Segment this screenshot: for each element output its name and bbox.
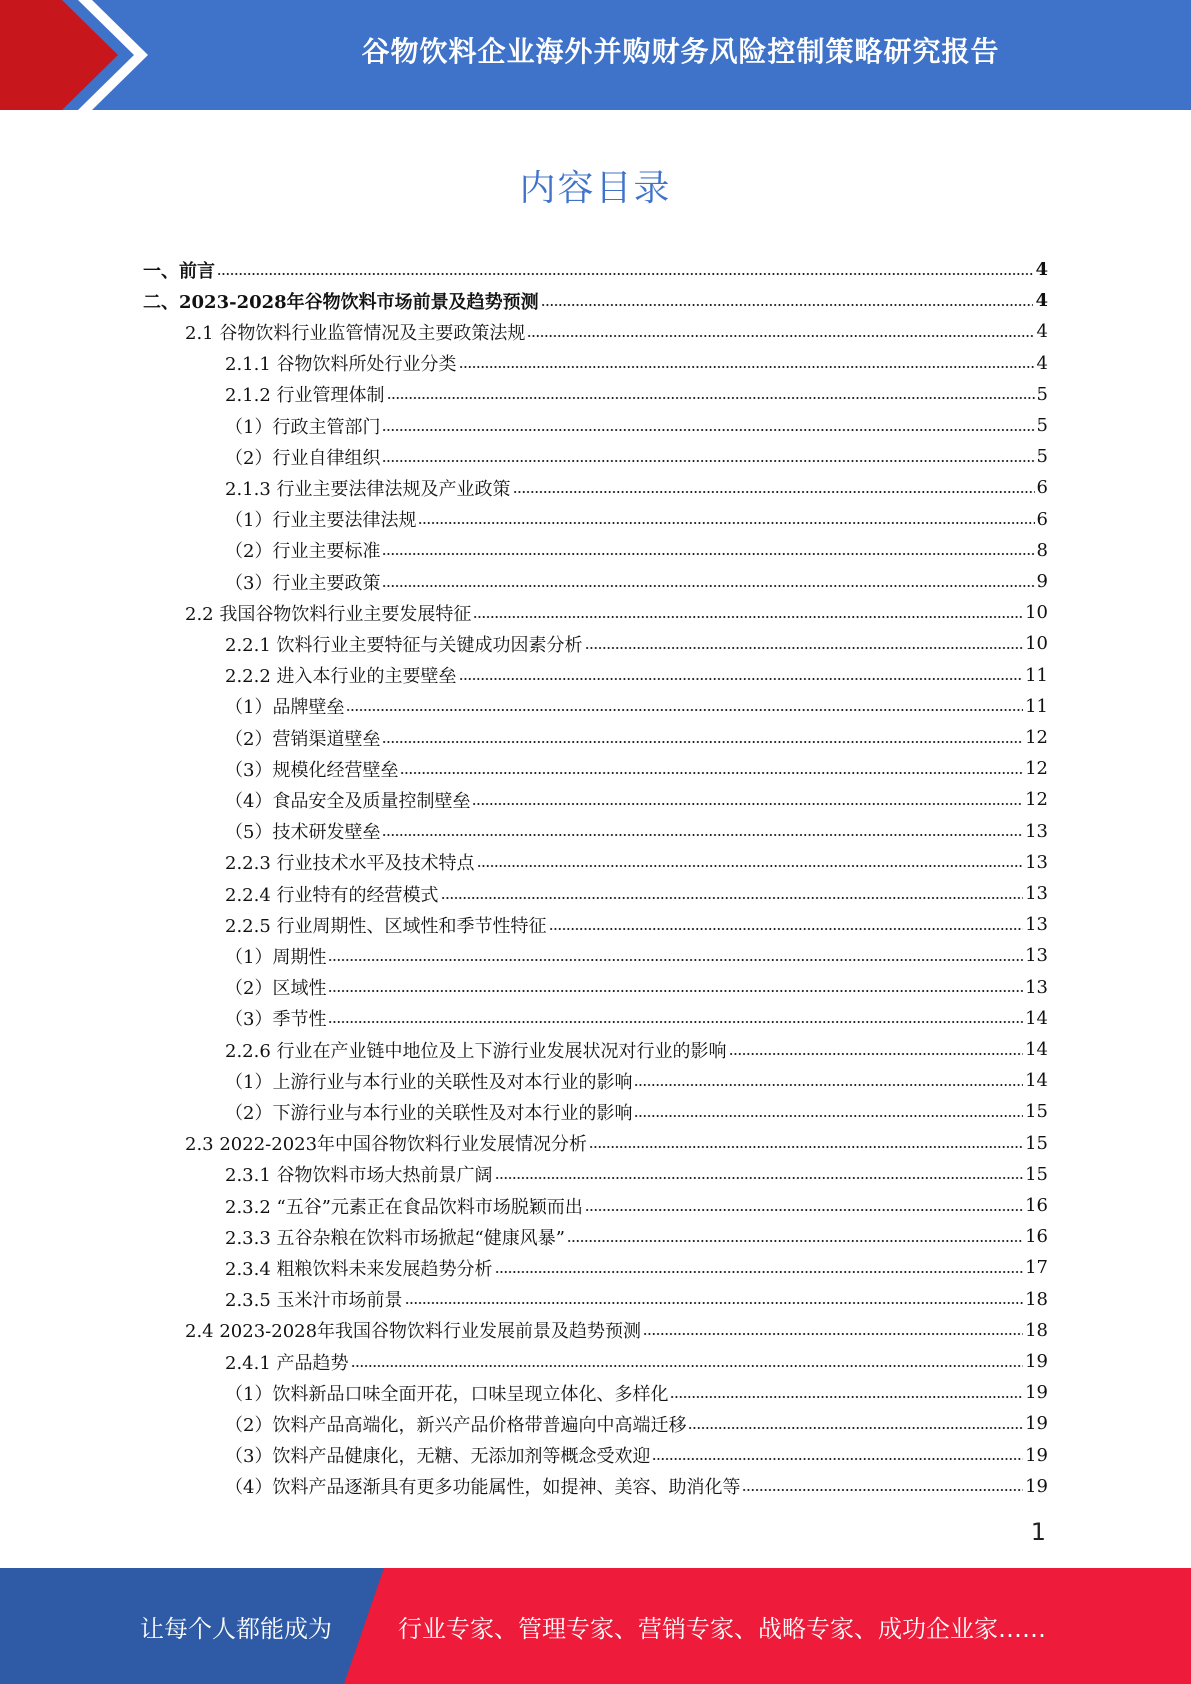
toc-entry-label: 2.1.1 谷物饮料所处行业分类 <box>225 354 457 376</box>
toc-dot-leader <box>643 1324 1023 1336</box>
toc-dot-leader <box>328 1012 1023 1024</box>
toc-entry[interactable] <box>225 1096 1048 1127</box>
toc-entry[interactable] <box>225 566 1048 597</box>
toc-dot-leader <box>351 1356 1024 1368</box>
toc-dot-leader <box>382 576 1034 588</box>
toc-entry[interactable] <box>225 940 1048 971</box>
toc-entry-page: 14 <box>1025 1070 1048 1092</box>
toc-entry-label: （1）周期性 <box>225 946 327 968</box>
toc-entry-page: 15 <box>1025 1163 1048 1185</box>
toc-entry-page: 11 <box>1025 664 1048 686</box>
footer-slogan-left: 让每个人都能成为 <box>140 1614 332 1643</box>
toc-entry-page: 12 <box>1025 789 1048 811</box>
toc-entry-page: 17 <box>1025 1257 1048 1279</box>
toc-entry-page: 18 <box>1025 1319 1048 1341</box>
toc-dot-leader <box>382 825 1023 837</box>
toc-dot-leader <box>652 1449 1023 1461</box>
toc-entry-page: 8 <box>1036 539 1048 561</box>
toc-entry-page: 14 <box>1025 1007 1048 1029</box>
toc-dot-leader <box>729 1044 1024 1056</box>
toc-entry[interactable] <box>225 1440 1048 1471</box>
toc-entry[interactable] <box>225 909 1048 940</box>
toc-entry-page: 13 <box>1025 976 1048 998</box>
toc-entry[interactable] <box>225 472 1048 503</box>
toc-entry-label: 2.1 谷物饮料行业监管情况及主要政策法规 <box>185 322 526 344</box>
toc-entry-page: 16 <box>1025 1195 1048 1216</box>
toc-entry-label: （2）营销渠道壁垒 <box>225 728 381 750</box>
toc-dot-leader <box>328 950 1023 962</box>
toc-entry[interactable] <box>225 1471 1048 1502</box>
toc-entry-label: 一、前言 <box>143 260 215 282</box>
toc-entry-label: （1）行政主管部门 <box>225 416 381 438</box>
toc-entry[interactable] <box>225 1159 1048 1190</box>
toc-entry-page: 14 <box>1025 1039 1048 1060</box>
toc-entry[interactable] <box>225 816 1048 847</box>
toc-entry[interactable] <box>225 691 1048 722</box>
toc-entry-page: 13 <box>1025 851 1048 873</box>
toc-entry-page: 5 <box>1036 383 1048 405</box>
toc-entry-label: （1）饮料新品口味全面开花，口味呈现立体化、多样化 <box>225 1383 669 1405</box>
toc-entry[interactable] <box>225 753 1048 784</box>
toc-dot-leader <box>634 1106 1023 1118</box>
toc-dot-leader <box>495 1262 1024 1274</box>
toc-entry-page: 19 <box>1025 1475 1048 1497</box>
toc-dot-leader <box>513 482 1035 494</box>
toc-entry-page: 4 <box>1036 352 1048 374</box>
toc-entry-page: 6 <box>1036 508 1048 530</box>
toc-entry[interactable] <box>225 1034 1048 1065</box>
toc-dot-leader <box>328 981 1023 993</box>
toc-entry-label: 2.2.3 行业技术水平及技术特点 <box>225 853 475 875</box>
toc-entry-label: 2.2.5 行业周期性、区域性和季节性特征 <box>225 915 547 937</box>
page-title: 内容目录 <box>519 168 672 209</box>
toc-dot-leader <box>382 420 1034 432</box>
toc-entry[interactable] <box>225 1221 1048 1252</box>
toc-dot-leader <box>527 326 1034 338</box>
toc-entry-page: 19 <box>1025 1413 1048 1435</box>
toc-dot-leader <box>382 732 1023 744</box>
toc-entry[interactable] <box>225 1377 1048 1408</box>
toc-entry-page: 19 <box>1025 1351 1048 1372</box>
toc-entry-label: 2.2.2 进入本行业的主要壁垒 <box>225 666 457 688</box>
toc-entry-label: 2.3.5 玉米汁市场前景 <box>225 1290 403 1312</box>
toc-entry[interactable] <box>225 1346 1048 1377</box>
toc-entry-label: （2）行业自律组织 <box>225 447 381 469</box>
toc-dot-leader <box>585 1200 1023 1212</box>
toc-entry-label: 2.4.1 产品趋势 <box>225 1352 349 1374</box>
toc-dot-leader <box>459 357 1035 369</box>
toc-entry[interactable] <box>225 1284 1048 1315</box>
toc-entry-label: （3）饮料产品健康化，无糖、无添加剂等概念受欢迎 <box>225 1446 651 1468</box>
footer-bar <box>0 1568 1191 1684</box>
header-bar <box>0 0 1191 110</box>
toc-entry[interactable] <box>225 660 1048 691</box>
toc-dot-leader <box>688 1418 1023 1430</box>
toc-entry[interactable] <box>225 1252 1048 1283</box>
toc-dot-leader <box>477 856 1024 868</box>
toc-entry[interactable] <box>185 1128 1048 1159</box>
toc-dot-leader <box>382 451 1034 463</box>
toc-dot-leader <box>418 513 1034 525</box>
toc-entry-label: （1）行业主要法律法规 <box>225 510 417 532</box>
toc-entry[interactable] <box>185 597 1048 628</box>
toc-entry[interactable] <box>225 1408 1048 1439</box>
toc-entry-page: 15 <box>1025 1101 1048 1123</box>
report-title: 谷物饮料企业海外并购财务风险控制策略研究报告 <box>361 35 1000 68</box>
toc-entry-page: 11 <box>1025 695 1048 717</box>
toc-entry[interactable] <box>185 316 1048 347</box>
toc-entry[interactable] <box>225 410 1048 441</box>
toc-dot-leader <box>400 763 1023 775</box>
toc-entry-label: （1）上游行业与本行业的关联性及对本行业的影响 <box>225 1071 633 1093</box>
toc-entry[interactable] <box>225 972 1048 1003</box>
toc-entry-page: 10 <box>1025 633 1048 655</box>
toc-entry-label: 2.3 2022-2023年中国谷物饮料行业发展情况分析 <box>185 1134 588 1156</box>
toc-entry-label: （1）品牌壁垒 <box>225 697 345 719</box>
footer-slogan-right: 行业专家、管理专家、营销专家、战略专家、成功企业家…… <box>398 1614 1046 1643</box>
toc-entry-page: 19 <box>1025 1444 1048 1466</box>
toc-dot-leader <box>346 700 1023 712</box>
toc-entry-label: 2.4 2023-2028年我国谷物饮料行业发展前景及趋势预测 <box>185 1321 642 1343</box>
toc-entry-page: 19 <box>1025 1382 1048 1404</box>
toc-entry-label: 2.3.4 粗粮饮料未来发展趋势分析 <box>225 1258 493 1280</box>
toc-entry-page: 6 <box>1036 477 1048 499</box>
toc-entry-page: 4 <box>1035 290 1048 312</box>
toc-entry[interactable] <box>225 1065 1048 1096</box>
toc-entry-label: 2.3.3 五谷杂粮在饮料市场掀起“健康风暴” <box>225 1227 565 1249</box>
toc-entry-label: 2.1.3 行业主要法律法规及产业政策 <box>225 478 511 500</box>
page-number: 1 <box>1030 1518 1046 1546</box>
toc-entry-label: 2.2.6 行业在产业链中地位及上下游行业发展状况对行业的影响 <box>225 1040 727 1062</box>
toc-entry[interactable] <box>225 628 1048 659</box>
toc-entry-page: 9 <box>1036 571 1048 592</box>
toc-entry-label: 2.3.2 “五谷”元素正在食品饮料市场脱颖而出 <box>225 1196 583 1218</box>
toc-entry-label: （4）饮料产品逐渐具有更多功能属性，如提神、美容、助消化等 <box>225 1477 741 1499</box>
toc-entry-page: 13 <box>1025 945 1048 967</box>
toc-entry-label: （2）下游行业与本行业的关联性及对本行业的影响 <box>225 1102 633 1124</box>
toc-dot-leader <box>441 888 1024 900</box>
toc-entry[interactable] <box>225 504 1048 535</box>
toc-entry-page: 4 <box>1036 321 1048 343</box>
toc-entry-label: 二、2023-2028年谷物饮料市场前景及趋势预测 <box>143 291 539 313</box>
toc-dot-leader <box>472 794 1023 806</box>
toc-dot-leader <box>589 1137 1023 1149</box>
toc-entry[interactable] <box>225 1190 1048 1221</box>
toc-entry[interactable] <box>225 348 1048 379</box>
toc-entry[interactable] <box>225 535 1048 566</box>
toc-entry-label: （4）食品安全及质量控制壁垒 <box>225 790 471 812</box>
toc-entry-label: 2.1.2 行业管理体制 <box>225 385 385 407</box>
toc-entry-label: （2）饮料产品高端化，新兴产品价格带普遍向中高端迁移 <box>225 1414 687 1436</box>
toc-entry[interactable] <box>225 722 1048 753</box>
toc-entry-page: 4 <box>1035 259 1048 280</box>
toc-dot-leader <box>217 264 1033 276</box>
toc-entry-page: 12 <box>1025 727 1048 748</box>
toc-dot-leader <box>670 1387 1023 1399</box>
toc-dot-leader <box>387 388 1035 400</box>
toc-entry[interactable] <box>143 254 1048 285</box>
toc-entry-label: （2）行业主要标准 <box>225 541 381 563</box>
toc-entry[interactable] <box>225 441 1048 472</box>
toc-entry-page: 5 <box>1036 415 1048 436</box>
toc-entry-label: （5）技术研发壁垒 <box>225 822 381 844</box>
toc-entry-page: 16 <box>1025 1226 1048 1248</box>
toc-entry-label: 2.2.1 饮料行业主要特征与关键成功因素分析 <box>225 634 583 656</box>
toc-dot-leader <box>405 1293 1024 1305</box>
toc-entry-page: 13 <box>1025 883 1048 904</box>
toc-dot-leader <box>473 607 1023 619</box>
toc-entry-label: （2）区域性 <box>225 978 327 1000</box>
toc-entry[interactable] <box>185 1315 1048 1346</box>
toc-dot-leader <box>495 1168 1024 1180</box>
toc-entry[interactable] <box>225 847 1048 878</box>
toc-entry-label: 2.2 我国谷物饮料行业主要发展特征 <box>185 603 472 625</box>
toc-dot-leader <box>585 638 1024 650</box>
toc-entry-page: 18 <box>1025 1288 1048 1310</box>
toc-entry-page: 5 <box>1036 446 1048 468</box>
toc-entry-page: 12 <box>1025 758 1048 780</box>
toc-dot-leader <box>634 1075 1023 1087</box>
toc-dot-leader <box>382 544 1034 556</box>
toc-entry[interactable] <box>225 784 1048 815</box>
toc-entry-label: （3）规模化经营壁垒 <box>225 759 399 781</box>
toc-entry-label: （3）行业主要政策 <box>225 572 381 594</box>
toc-entry-page: 15 <box>1025 1132 1048 1154</box>
toc-entry[interactable] <box>143 285 1048 316</box>
toc-entry-page: 10 <box>1025 602 1048 624</box>
toc-dot-leader <box>567 1231 1023 1243</box>
toc-entry-page: 13 <box>1025 820 1048 842</box>
toc-entry-label: （3）季节性 <box>225 1009 327 1031</box>
toc-dot-leader <box>549 919 1024 931</box>
toc-dot-leader <box>541 295 1034 307</box>
toc-entry[interactable] <box>225 878 1048 909</box>
toc-entry[interactable] <box>225 379 1048 410</box>
header-chevron-icon <box>0 0 160 110</box>
toc-dot-leader <box>742 1480 1023 1492</box>
toc-entry-label: 2.3.1 谷物饮料市场大热前景广阔 <box>225 1165 493 1187</box>
toc-entry-label: 2.2.4 行业特有的经营模式 <box>225 884 439 906</box>
toc-dot-leader <box>459 669 1024 681</box>
toc-entry-page: 13 <box>1025 914 1048 936</box>
toc-entry[interactable] <box>225 1003 1048 1034</box>
